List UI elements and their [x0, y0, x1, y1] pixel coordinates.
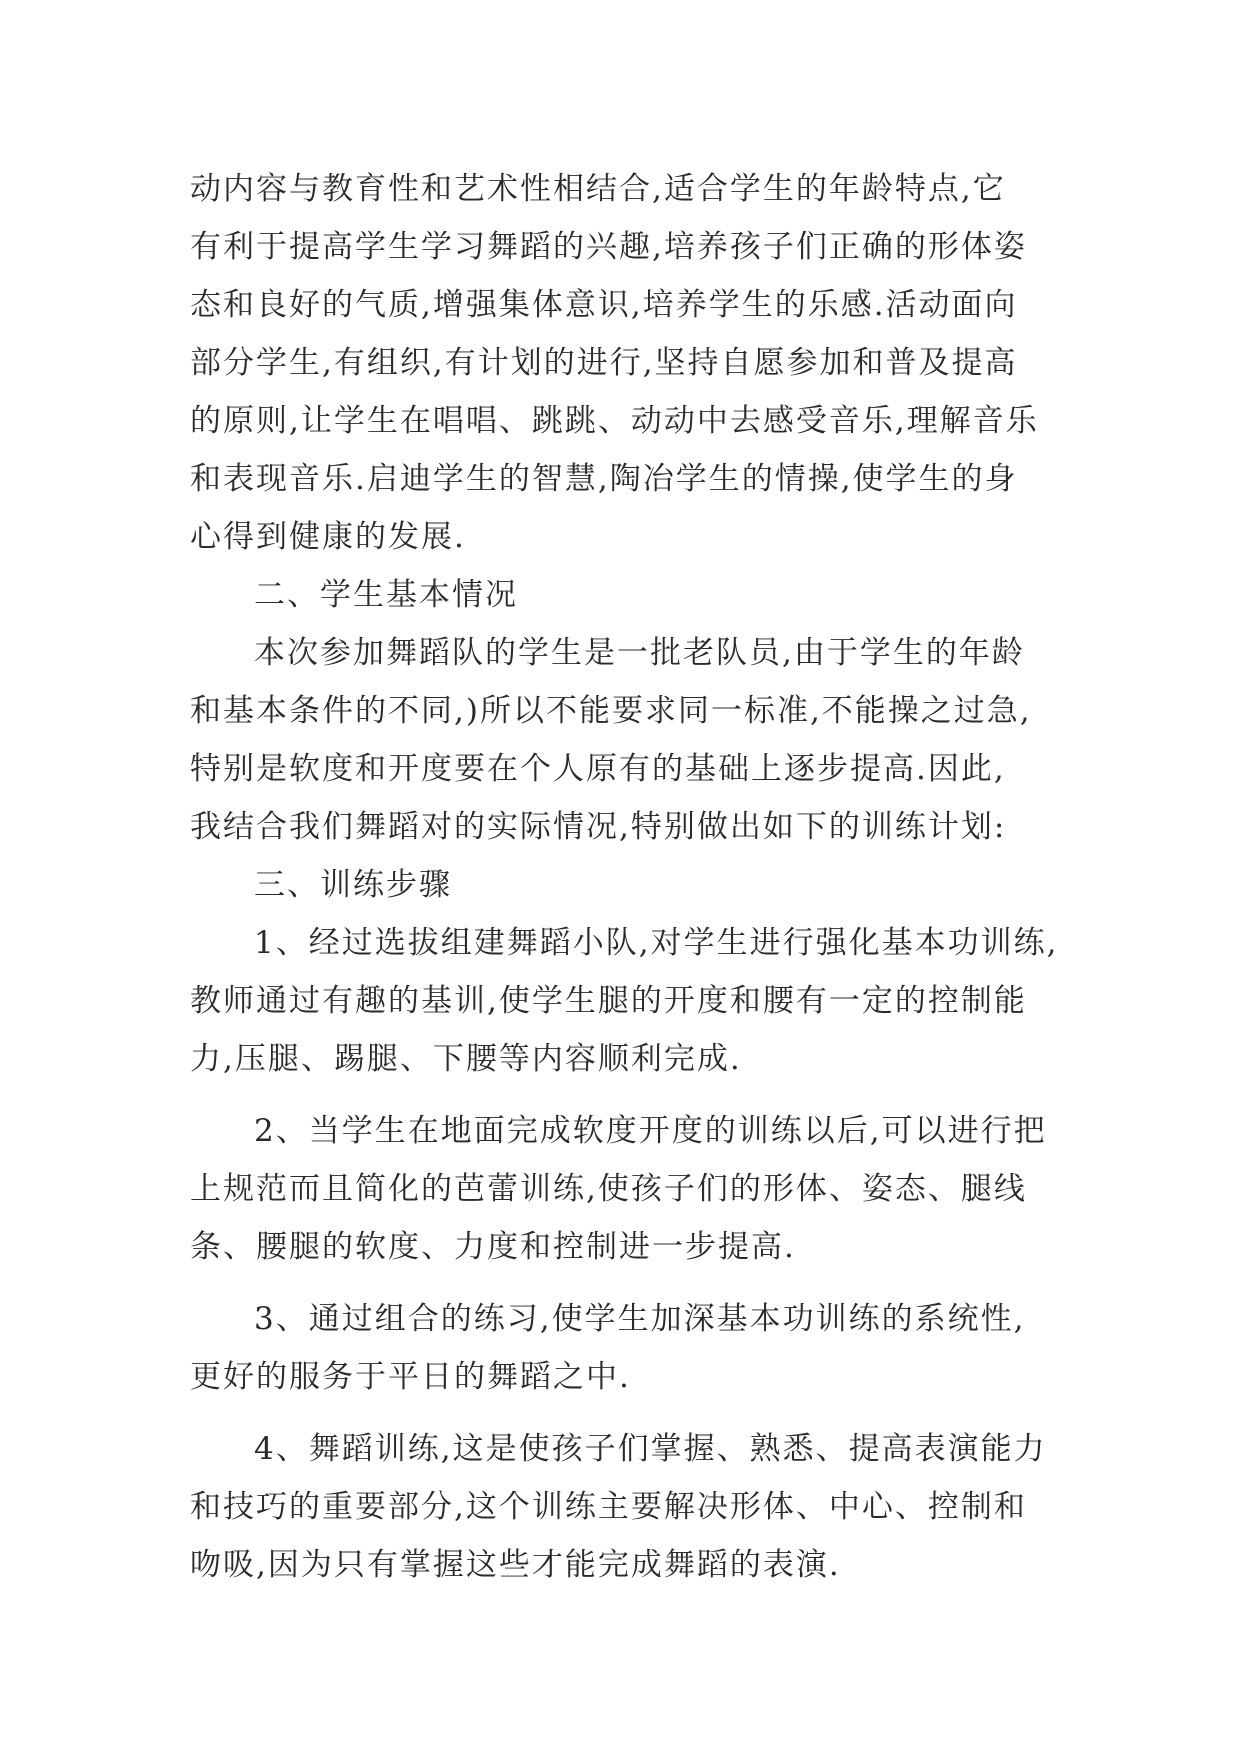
text-line: 和技巧的重要部分,这个训练主要解决形体、中心、控制和 [190, 1489, 1027, 1525]
paragraph-gap [190, 1276, 1070, 1290]
paragraph-step-1 [190, 914, 1070, 1088]
text-line: 特别是软度和开度要在个人原有的基础上逐步提高.因此, [190, 751, 1006, 787]
text-line: 态和良好的气质,增强集体意识,培养学生的乐感.活动面向 [190, 287, 1018, 323]
paragraph-intro [190, 160, 1070, 566]
text-line: 的原则,让学生在唱唱、跳跳、动动中去感受音乐,理解音乐 [190, 403, 1039, 439]
section-heading-training-steps: 三、训练步骤 [254, 867, 452, 903]
text-line: 4、舞蹈训练,这是使孩子们掌握、熟悉、提高表演能力 [254, 1431, 1047, 1467]
paragraph-step-2 [190, 1102, 1070, 1276]
text-line: 我结合我们舞蹈对的实际情况,特别做出如下的训练计划: [190, 809, 1007, 845]
text-line: 部分学生,有组织,有计划的进行,坚持自愿参加和普及提高 [190, 345, 1018, 381]
text-line: 1、经过选拔组建舞蹈小队,对学生进行强化基本功训练, [254, 925, 1059, 961]
text-line: 本次参加舞蹈队的学生是一批老队员,由于学生的年龄 [254, 635, 1025, 671]
section-heading-student-situation: 二、学生基本情况 [254, 577, 518, 613]
text-line: 吻吸,因为只有掌握这些才能完成舞蹈的表演. [190, 1547, 841, 1583]
text-line: 和基本条件的不同,)所以不能要求同一标准,不能操之过急, [190, 693, 1032, 729]
document-body [190, 160, 1070, 1594]
text-line: 心得到健康的发展. [190, 519, 466, 555]
text-line: 2、当学生在地面完成软度开度的训练以后,可以进行把 [254, 1113, 1047, 1149]
text-line: 上规范而且简化的芭蕾训练,使孩子们的形体、姿态、腿线 [190, 1171, 1027, 1207]
text-line: 教师通过有趣的基训,使学生腿的开度和腰有一定的控制能 [190, 983, 1027, 1019]
paragraph-gap [190, 1406, 1070, 1420]
paragraph-student-situation [190, 624, 1070, 856]
text-line: 有利于提高学生学习舞蹈的兴趣,培养孩子们正确的形体姿 [190, 229, 1027, 265]
text-line: 3、通过组合的练习,使学生加深基本功训练的系统性, [254, 1301, 1026, 1337]
text-line: 更好的服务于平日的舞蹈之中. [190, 1359, 631, 1395]
text-line: 力,压腿、踢腿、下腰等内容顺利完成. [190, 1041, 742, 1077]
paragraph-gap [190, 1088, 1070, 1102]
paragraph-step-3 [190, 1290, 1070, 1406]
paragraph-step-4 [190, 1420, 1070, 1594]
text-line: 条、腰腿的软度、力度和控制进一步提高. [190, 1229, 796, 1265]
text-line: 和表现音乐.启迪学生的智慧,陶冶学生的情操,使学生的身 [190, 461, 1018, 497]
text-line: 动内容与教育性和艺术性相结合,适合学生的年龄特点,它 [190, 171, 1006, 207]
